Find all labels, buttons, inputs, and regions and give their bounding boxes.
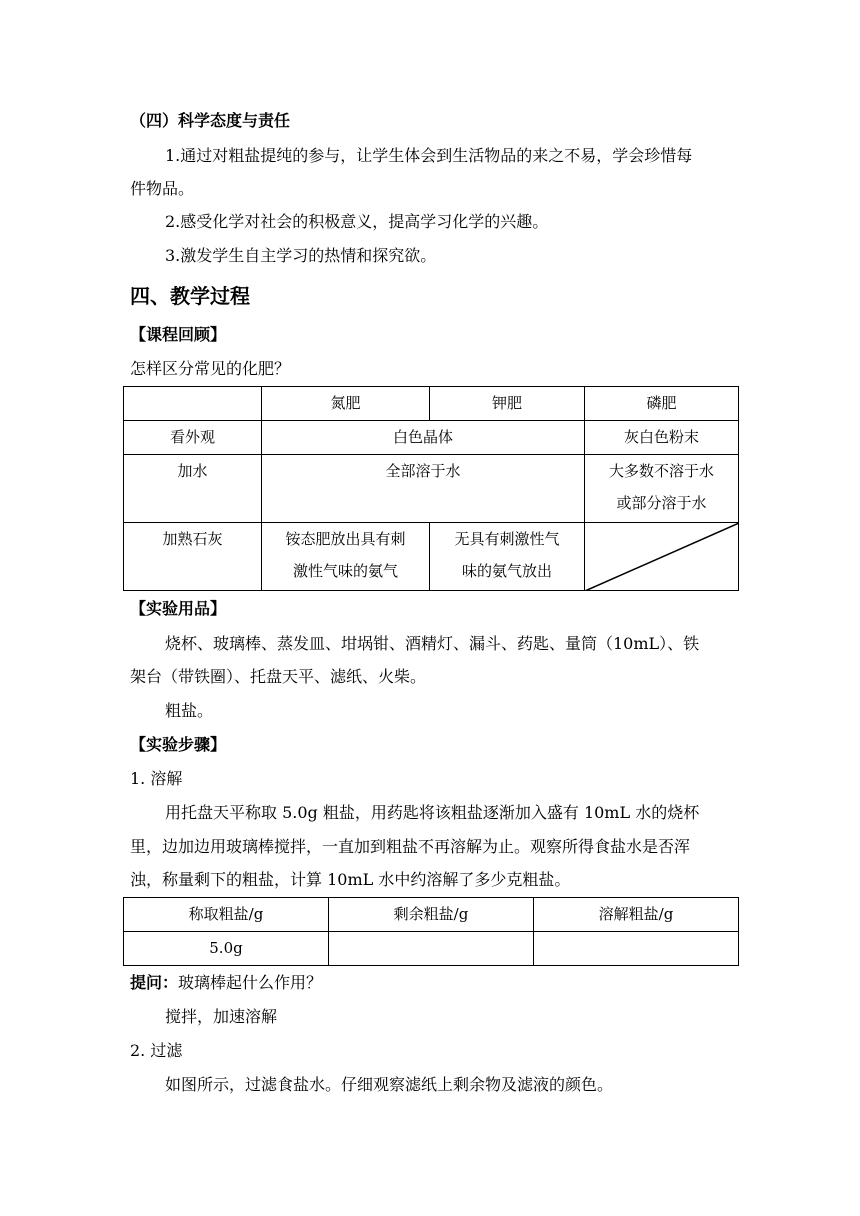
paragraph-line: 烧杯、玻璃棒、蒸发皿、坩埚钳、酒精灯、漏斗、药匙、量筒（10mL）、铁 xyxy=(165,634,700,653)
table-row xyxy=(124,455,739,523)
step-title: 2. 过滤 xyxy=(130,1041,183,1060)
table-cell: 铵态肥放出具有刺 激性气味的氨气 xyxy=(262,523,430,591)
answer-line: 搅拌，加速溶解 xyxy=(165,1007,278,1026)
fertilizer-table xyxy=(123,386,739,591)
diagonal-line xyxy=(585,523,739,591)
paragraph-line: 里，边加边用玻璃棒搅拌，一直加到粗盐不再溶解为止。观察所得食盐水是否浑 xyxy=(130,837,691,856)
table-header-cell: 氮肥 xyxy=(262,387,430,421)
paragraph-line: 2.感受化学对社会的积极意义，提高学习化学的兴趣。 xyxy=(165,212,549,231)
section-heading-process: 四、教学过程 xyxy=(130,284,250,308)
table-row xyxy=(124,932,739,966)
subheading-review: 【课程回顾】 xyxy=(130,325,227,344)
table-cell xyxy=(534,932,739,966)
table-row xyxy=(124,523,739,591)
table-cell: 加水 xyxy=(124,455,262,523)
table-cell: 大多数不溶于水 或部分溶于水 xyxy=(585,455,739,523)
table-header-cell: 钾肥 xyxy=(430,387,585,421)
table-cell xyxy=(329,932,534,966)
table-header-cell: 称取粗盐/g xyxy=(124,898,329,932)
table-cell: 全部溶于水 xyxy=(262,455,585,523)
table-header-cell: 磷肥 xyxy=(585,387,739,421)
paragraph-line: 3.激发学生自主学习的热情和探究欲。 xyxy=(165,246,437,265)
paragraph-line: 粗盐。 xyxy=(165,701,214,720)
table-cell: 白色晶体 xyxy=(262,421,585,455)
table-cell: 看外观 xyxy=(124,421,262,455)
table-header-row xyxy=(124,898,739,932)
question-text: 玻璃棒起什么作用？ xyxy=(178,973,323,992)
question-line xyxy=(130,975,322,991)
table-cell-empty xyxy=(585,523,739,591)
table-header-cell: 剩余粗盐/g xyxy=(329,898,534,932)
paragraph-line: 如图所示，过滤食盐水。仔细观察滤纸上剩余物及滤液的颜色。 xyxy=(165,1075,614,1094)
table-header-cell: 溶解粗盐/g xyxy=(534,898,739,932)
subheading-steps: 【实验步骤】 xyxy=(130,735,227,754)
table-cell: 加熟石灰 xyxy=(124,523,262,591)
table-header-cell xyxy=(124,387,262,421)
table-cell: 灰白色粉末 xyxy=(585,421,739,455)
table-row xyxy=(124,421,739,455)
paragraph-line: 1.通过对粗盐提纯的参与，让学生体会到生活物品的来之不易，学会珍惜每 xyxy=(165,146,693,165)
table-cell: 5.0g xyxy=(124,932,329,966)
table-header-row xyxy=(124,387,739,421)
review-question: 怎样区分常见的化肥？ xyxy=(130,359,291,378)
question-label: 提问： xyxy=(130,973,179,992)
paragraph-line: 用托盘天平称取 5.0g 粗盐，用药匙将该粗盐逐渐加入盛有 10mL 水的烧杯 xyxy=(165,803,700,822)
salt-table xyxy=(123,897,739,966)
step-title: 1. 溶解 xyxy=(130,769,183,788)
paragraph-line: 件物品。 xyxy=(130,179,195,198)
table-cell: 无具有刺激性气 味的氨气放出 xyxy=(430,523,585,591)
subheading-materials: 【实验用品】 xyxy=(130,599,227,618)
section-heading-attitude: （四）科学态度与责任 xyxy=(130,111,291,130)
paragraph-line: 浊，称量剩下的粗盐，计算 10mL 水中约溶解了多少克粗盐。 xyxy=(130,870,571,889)
paragraph-line: 架台（带铁圈）、托盘天平、滤纸、火柴。 xyxy=(130,667,427,686)
